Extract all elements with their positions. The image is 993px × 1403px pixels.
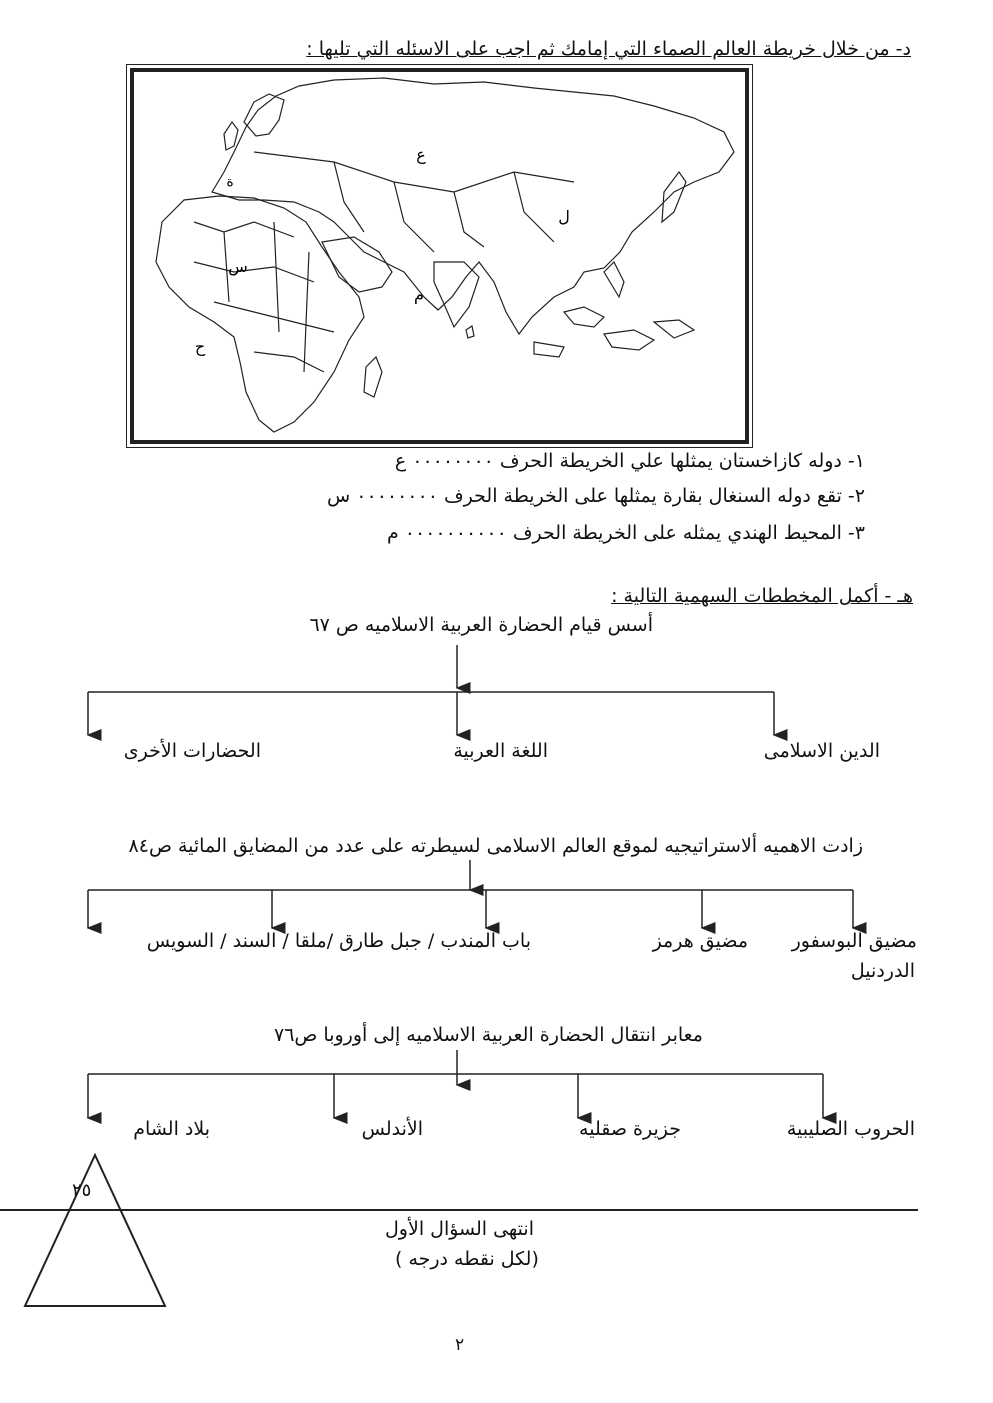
- map-letter-kazakhstan: ع: [416, 145, 426, 164]
- section-h-title: هـ - أكمل المخططات السهمية التالية :: [611, 585, 913, 607]
- d1-item-islam: الدين الاسلامى: [763, 740, 880, 762]
- d3-item-crusades: الحروب الصليبية: [786, 1118, 915, 1140]
- question-3: ٣- المحيط الهندي يمثله على الخريطة الحرف ٠٠٠٠٠٠٠٠٠٠ م: [386, 522, 865, 544]
- page-number: ٢: [455, 1335, 465, 1355]
- footer-divider: [0, 1209, 918, 1211]
- score-triangle: [25, 1155, 165, 1306]
- d2-item-other-straits: باب المندب / جبل طارق /ملقا / السند / السويس: [146, 930, 531, 952]
- map-letter-china: ل: [558, 207, 570, 226]
- d1-item-arabic: اللغة العربية: [453, 740, 548, 762]
- end-of-question-text: انتهى السؤال الأول: [385, 1218, 534, 1240]
- map-letter-senegal: س: [228, 257, 248, 276]
- d2-item-dardanelles: الدردنيل: [850, 960, 915, 982]
- section-d-title: د- من خلال خريطة العالم الصماء التي إمامك ثم اجب على الاسئله التي تليها :: [306, 38, 911, 60]
- question-2: ٢- تقع دوله السنغال بقارة يمثلها على الخريطة الحرف ٠٠٠٠٠٠٠٠ س: [327, 485, 865, 507]
- d3-item-levant: بلاد الشام: [133, 1118, 210, 1140]
- score-value: ٢٥: [72, 1180, 92, 1201]
- d3-heading: معابر انتقال الحضارة العربية الاسلاميه إلى أوروبا ص٧٦: [274, 1024, 703, 1046]
- d3-item-andalusia: الأندلس: [361, 1118, 423, 1140]
- map-letter-europe: ة: [226, 174, 234, 190]
- d2-item-hormuz: مضيق هرمز: [652, 930, 748, 952]
- d2-heading: زادت الاهميه ألاستراتيجيه لموقع العالم الاسلامى لسيطرته على عدد من المضايق المائية ص٨٤: [128, 835, 863, 857]
- d2-item-bosphorus: مضيق البوسفور: [791, 930, 917, 952]
- d1-item-other-civilizations: الحضارات الأخرى: [123, 740, 261, 762]
- grading-note: (لكل نقطه درجه ): [395, 1248, 539, 1270]
- question-1: ١- دوله كازاخستان يمثلها علي الخريطة الحرف ٠٠٠٠٠٠٠٠ ع: [394, 450, 865, 472]
- d3-item-sicily: جزيرة صقليه: [579, 1118, 681, 1140]
- map-letter-indian-ocean: م: [414, 285, 424, 304]
- map-letter-atlantic: ح: [194, 337, 206, 356]
- d1-heading: أسس قيام الحضارة العربية الاسلاميه ص ٦٧: [309, 614, 653, 636]
